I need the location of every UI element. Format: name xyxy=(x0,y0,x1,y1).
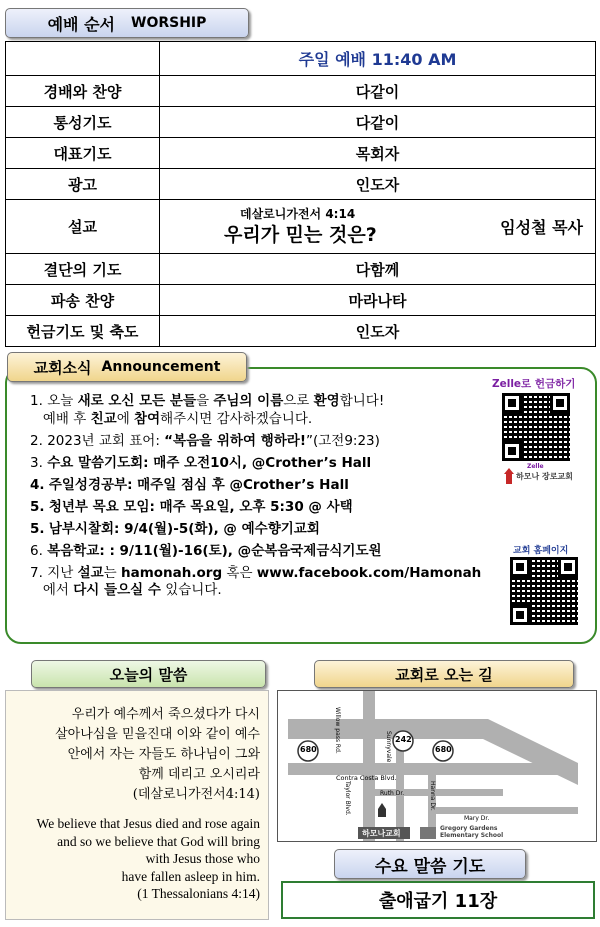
sermon-title: 우리가 믿는 것은? xyxy=(224,223,377,246)
order-item: 파송 찬양 xyxy=(6,285,160,316)
verse-tab xyxy=(31,660,266,688)
order-leader: 인도자 xyxy=(160,316,596,347)
sermon-cell xyxy=(160,200,596,254)
announcement-tab-label-en: Announcement xyxy=(101,359,221,375)
service-time: 주일 예배 11:40 AM xyxy=(160,42,596,76)
mary-drive xyxy=(428,807,578,814)
announcement-item xyxy=(30,477,490,495)
worship-table xyxy=(5,41,596,347)
item-number: 6. xyxy=(30,542,43,559)
order-leader: 다함께 xyxy=(160,254,596,285)
item-number: 7. xyxy=(30,564,43,581)
item-number: 3. xyxy=(30,454,43,471)
wednesday-passage-box xyxy=(281,881,595,919)
item-text: 오늘 새로 오신 모든 분들을 주님의 이름으로 환영합니다! 예배 후 친교에 참여해주시면 감사하겠습니다. xyxy=(30,393,385,427)
announcement-tab xyxy=(7,352,247,382)
willow-label: Willow pass Rd. xyxy=(334,707,341,754)
wednesday-passage: 출애굽기 11장 xyxy=(378,891,498,912)
verse-ko-line: 살아나심을 믿을진대 이와 같이 예수 xyxy=(55,727,260,742)
verse-en-line: have fallen asleep in him. xyxy=(121,868,260,884)
church-label: 하모나교회 xyxy=(362,829,401,838)
hw-242-label: 242 xyxy=(395,735,412,744)
qr-finder xyxy=(502,441,522,461)
order-leader: 목회자 xyxy=(160,138,596,169)
announcement-item xyxy=(30,433,490,451)
verse-en-line: with Jesus those who xyxy=(145,851,260,866)
church-logo-icon xyxy=(503,468,515,484)
zelle-label: Zelle로 헌금하기 xyxy=(492,378,576,390)
qr-finder xyxy=(510,605,530,625)
verse-en-line: We believe that Jesus died and rose again xyxy=(36,816,260,831)
item-text: 복음학교: : 9/11(월)-16(토), @순복음국제금식기도원 xyxy=(47,542,382,559)
qr-finder xyxy=(510,557,530,577)
homepage-qr-code[interactable] xyxy=(510,557,578,625)
verse-box xyxy=(5,690,269,920)
sermon-reference: 데살로니가전서 4:14 xyxy=(240,206,356,221)
announcement-item xyxy=(30,393,490,428)
order-item: 헌금기도 및 축도 xyxy=(6,316,160,347)
homepage-label: 교회 홈페이지 xyxy=(513,546,569,556)
sermon-preacher: 임성철 목사 xyxy=(500,217,583,237)
announcement-tab-label: 교회소식 xyxy=(33,358,92,377)
directions-map[interactable] xyxy=(277,690,597,842)
order-item: 결단의 기도 xyxy=(6,254,160,285)
order-item: 대표기도 xyxy=(6,138,160,169)
qr-finder xyxy=(558,557,578,577)
order-item: 광고 xyxy=(6,169,160,200)
worship-tab-label-en: WORSHIP xyxy=(131,15,207,31)
verse-ko-line: 함께 데리고 오시리라 xyxy=(138,767,260,782)
item-text: 주일성경공부: 매주일 점심 후 @Crother’s Hall xyxy=(48,476,349,493)
contra-costa-label: Contra Costa Blvd. xyxy=(336,774,397,782)
item-number: 5. xyxy=(30,520,45,537)
item-number: 4. xyxy=(30,476,45,493)
order-item: 경배와 찬양 xyxy=(6,76,160,107)
item-text: 2023년 교회 표어: “복음을 위하여 행하라!”(고전9:23) xyxy=(47,432,380,449)
verse-ko-line: (데살로니가전서4:14) xyxy=(132,787,260,802)
item-text: 지난 설교는 hamonah.org 혹은 www.facebook.com/Hamonah 에서 다시 들으실 수 있습니다. xyxy=(30,564,482,598)
verse-tab-label: 오늘의 말씀 xyxy=(109,665,188,684)
item-text: 청년부 목요 모임: 매주 목요일, 오후 5:30 @ 사택 xyxy=(48,498,353,515)
verse-en-line: (1 Thessalonians 4:14) xyxy=(137,886,260,901)
announcement-item xyxy=(30,499,490,517)
mary-label: Mary Dr. xyxy=(464,815,490,822)
announcement-item xyxy=(30,455,490,473)
verse-ko-line: 우리가 예수께서 죽으셨다가 다시 xyxy=(71,707,260,722)
hw-680-label: 680 xyxy=(300,745,317,754)
hw-680-label: 680 xyxy=(435,745,452,754)
header-empty-cell xyxy=(6,42,160,76)
order-leader: 다같이 xyxy=(160,107,596,138)
contra-costa-road xyxy=(288,763,578,775)
zelle-qr-code[interactable] xyxy=(502,393,570,461)
school-bar xyxy=(420,827,436,839)
wednesday-tab-label: 수요 말씀 기도 xyxy=(374,856,486,877)
order-leader: 인도자 xyxy=(160,169,596,200)
order-leader: 다같이 xyxy=(160,76,596,107)
wednesday-tab xyxy=(334,849,526,879)
item-text: 수요 말씀기도회: 매주 오전10시, @Crother’s Hall xyxy=(47,454,372,471)
order-item: 통성기도 xyxy=(6,107,160,138)
hanna-label: Hanna Dr. xyxy=(429,781,436,811)
willow-pass-road xyxy=(363,691,375,841)
zelle-small-logo: Zelle xyxy=(527,463,544,470)
sunnyvale-label: Sunnyvale xyxy=(385,731,392,763)
item-number: 5. xyxy=(30,498,45,515)
order-leader: 마라나타 xyxy=(160,285,596,316)
worship-tab xyxy=(5,8,249,38)
school-label: Gregory Gardens Elementary School xyxy=(440,825,504,839)
verse-english xyxy=(10,815,260,903)
item-number: 1. xyxy=(30,393,43,409)
qr-finder xyxy=(502,393,522,413)
announcement-list xyxy=(30,393,490,604)
item-number: 2. xyxy=(30,432,43,449)
announcement-item xyxy=(30,565,490,600)
directions-tab-label: 교회로 오는 길 xyxy=(395,665,493,684)
qr-finder xyxy=(550,393,570,413)
worship-tab-label: 예배 순서 xyxy=(47,14,115,34)
ruth-label: Ruth Dr. xyxy=(380,790,405,797)
verse-korean xyxy=(10,705,260,805)
church-icon xyxy=(378,803,386,817)
church-logo-text: 하모나 장로교회 xyxy=(516,472,573,481)
announcement-item xyxy=(30,543,490,561)
item-text: 남부시찰회: 9/4(월)-5(화), @ 예수향기교회 xyxy=(48,520,320,537)
verse-ko-line: 안에서 자는 자들도 하나님이 그와 xyxy=(67,747,260,762)
verse-en-line: and so we believe that God will bring xyxy=(57,833,260,849)
taylor-label: Taylor Blvd. xyxy=(344,781,351,816)
directions-tab xyxy=(314,660,574,688)
announcement-item xyxy=(30,521,490,539)
sermon-item: 설교 xyxy=(6,200,160,254)
